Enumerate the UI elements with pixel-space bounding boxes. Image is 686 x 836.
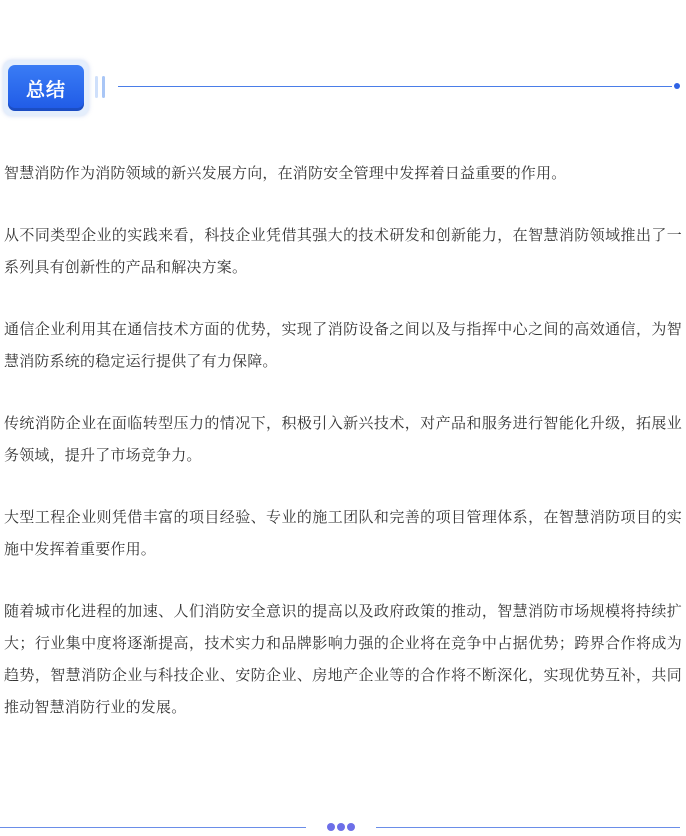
footer-divider xyxy=(0,818,686,836)
section-title: 总结 xyxy=(8,65,84,111)
footer-dot xyxy=(347,823,355,831)
paragraph: 通信企业利用其在通信技术方面的优势，实现了消防设备之间以及与指挥中心之间的高效通信，为智慧消防系统的稳定运行提供了有力保障。 xyxy=(4,320,682,370)
footer-line-left xyxy=(0,827,306,828)
footer-dot xyxy=(337,823,345,831)
paragraph: 智慧消防作为消防领域的新兴发展方向，在消防安全管理中发挥着日益重要的作用。 xyxy=(4,164,567,182)
ornament-bar xyxy=(95,76,98,98)
section-header xyxy=(0,58,686,116)
article-body xyxy=(4,157,682,753)
header-bar-ornament xyxy=(95,76,111,98)
header-divider-dot xyxy=(674,83,680,89)
paragraph: 随着城市化进程的加速、人们消防安全意识的提高以及政府政策的推动，智慧消防市场规模将持续扩大；行业集中度将逐渐提高，技术实力和品牌影响力强的企业将在竞争中占据优势；跨界合作将成为趋势，智慧消防企业与科技企业、安防企业、房地产企业等的合作将不断深化，实现优势互补，共同推动智慧消防行业的发展。 xyxy=(4,602,682,716)
section-title-badge xyxy=(3,60,89,116)
footer-dots xyxy=(327,823,357,831)
paragraph: 传统消防企业在面临转型压力的情况下，积极引入新兴技术，对产品和服务进行智能化升级，拓展业务领域，提升了市场竞争力。 xyxy=(4,414,682,464)
footer-dot xyxy=(327,823,335,831)
footer-line-right xyxy=(376,827,680,828)
header-divider-line xyxy=(118,86,672,87)
paragraph: 从不同类型企业的实践来看，科技企业凭借其强大的技术研发和创新能力，在智慧消防领域推出了一系列具有创新性的产品和解决方案。 xyxy=(4,226,682,276)
ornament-bar xyxy=(102,76,105,98)
paragraph: 大型工程企业则凭借丰富的项目经验、专业的施工团队和完善的项目管理体系，在智慧消防项目的实施中发挥着重要作用。 xyxy=(4,508,682,558)
